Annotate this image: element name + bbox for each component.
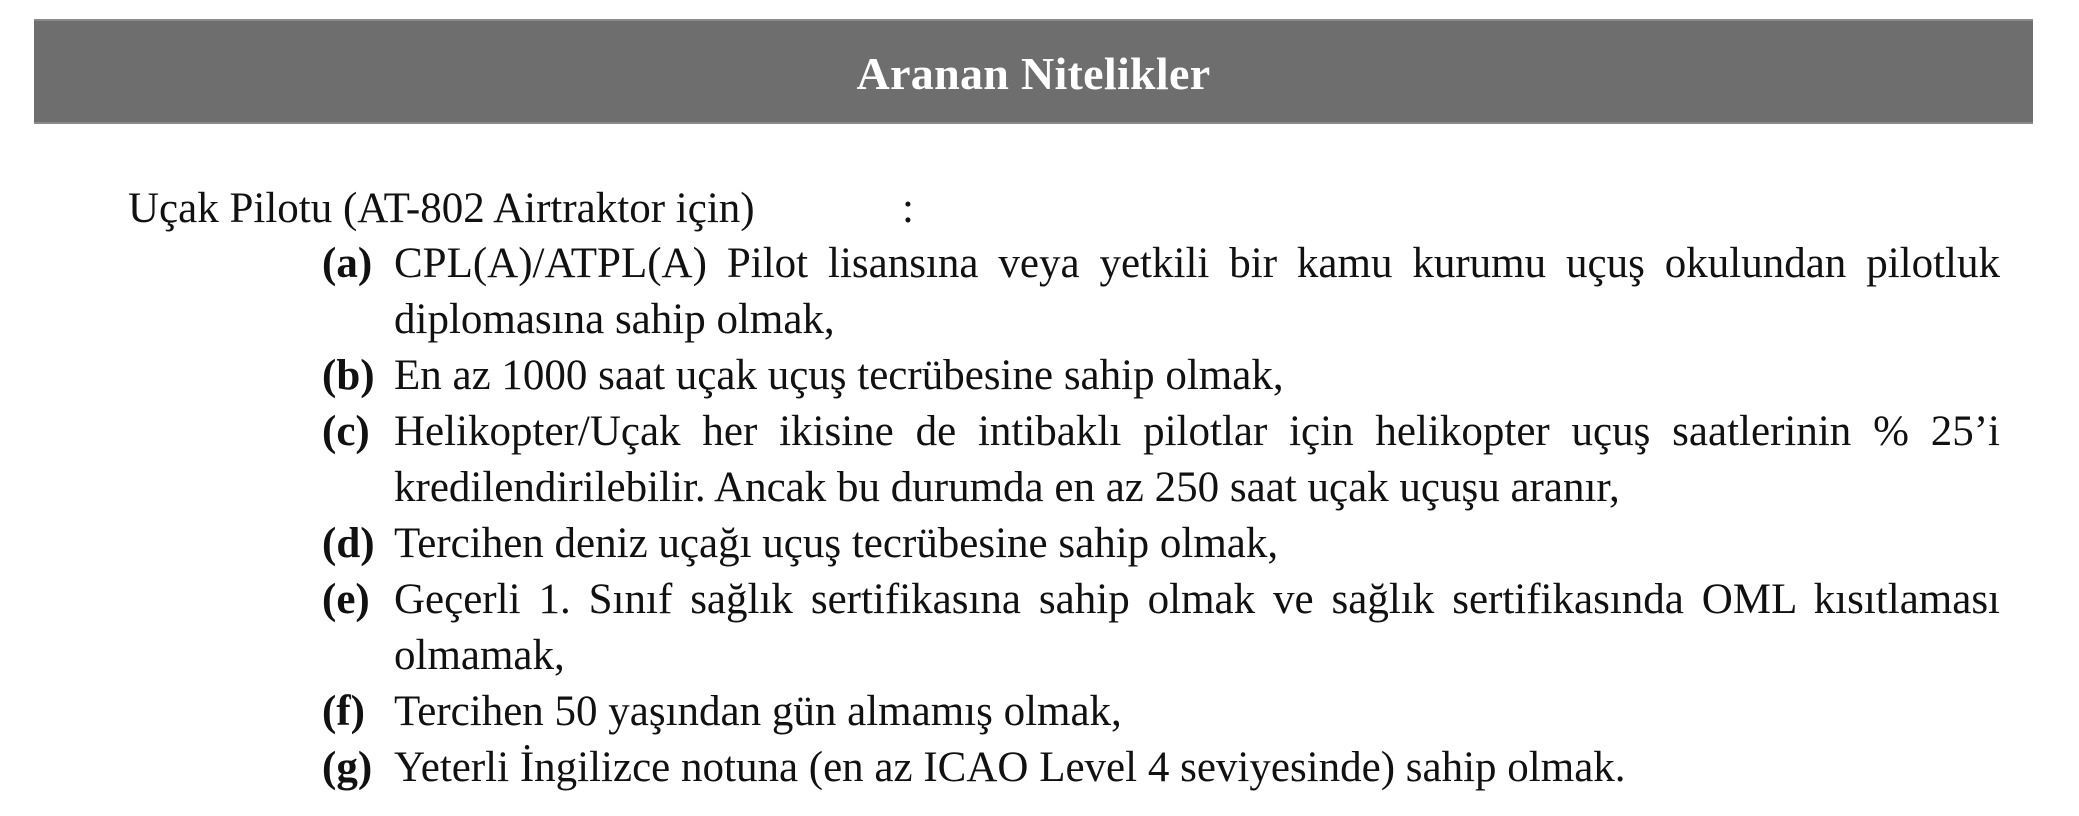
- requirement-item-e: [322, 572, 2000, 684]
- section-header-bar: [34, 19, 2033, 124]
- requirement-text: En az 1000 saat uçak uçuş tecrübesine sahip olmak,: [394, 352, 1284, 399]
- requirement-marker: (a): [322, 240, 373, 287]
- requirement-text: CPL(A)/ATPL(A) Pilot lisansına veya yetkili bir kamu kurumu uçuş okulundan pilotluk diplomasına sahip olmak,: [394, 240, 2000, 343]
- requirement-text: Yeterli İngilizce notuna (en az ICAO Level 4 seviyesinde) sahip olmak.: [394, 744, 1626, 791]
- requirement-text: Helikopter/Uçak her ikisine de intibaklı pilotlar için helikopter uçuş saatlerinin % 25’i kredilendirilebilir. Ancak bu durumda en az 250 saat uçak uçuşu aranır,: [394, 408, 2000, 511]
- requirement-marker: (c): [322, 408, 370, 455]
- requirements-list: [322, 236, 2000, 796]
- role-label: Uçak Pilotu (AT-802 Airtraktor için): [128, 185, 755, 232]
- requirement-item-a: [322, 236, 2000, 348]
- requirement-marker: (d): [322, 520, 375, 567]
- requirement-text: Tercihen deniz uçağı uçuş tecrübesine sahip olmak,: [394, 520, 1279, 567]
- requirement-marker: (g): [322, 744, 373, 791]
- requirement-marker: (b): [322, 352, 375, 399]
- requirement-text: Geçerli 1. Sınıf sağlık sertifikasına sahip olmak ve sağlık sertifikasında OML kısıtlaması olmamak,: [394, 576, 2000, 679]
- requirement-item-f: [322, 684, 2000, 740]
- role-colon: :: [902, 185, 914, 232]
- requirement-item-d: [322, 516, 2000, 572]
- requirement-text: Tercihen 50 yaşından gün almamış olmak,: [394, 688, 1122, 735]
- section-title: Aranan Nitelikler: [856, 48, 1211, 99]
- requirement-marker: (f): [322, 688, 365, 735]
- requirement-item-c: [322, 404, 2000, 516]
- requirement-item-g: [322, 740, 2000, 796]
- requirement-item-b: [322, 348, 2000, 404]
- requirement-marker: (e): [322, 576, 370, 623]
